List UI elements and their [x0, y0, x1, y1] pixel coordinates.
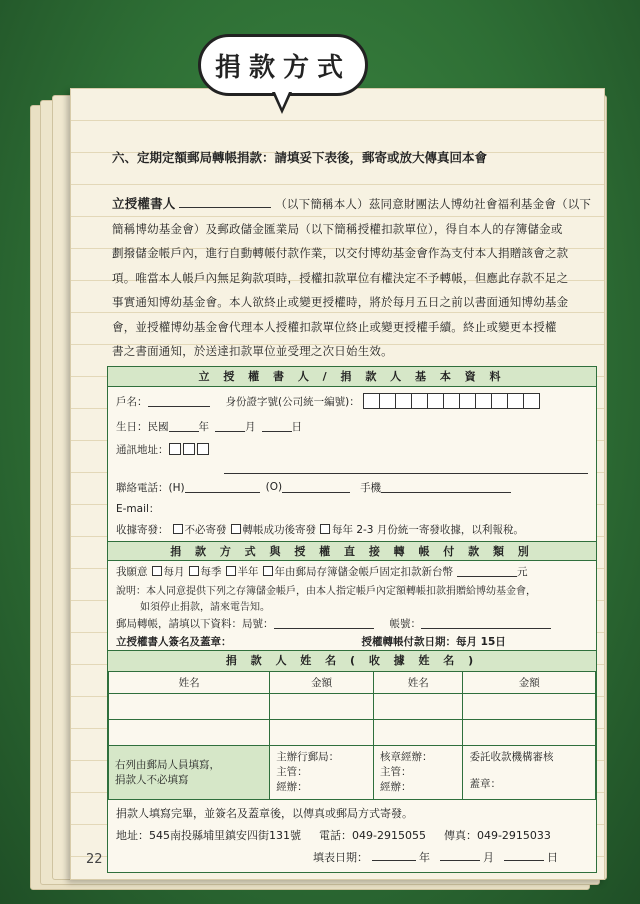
receipt-annual-label: 每年 2-3 月份統一寄發收據，以利報稅。 — [332, 523, 524, 536]
supervisor-label-2: 主管： — [380, 766, 412, 778]
donor-name-cell[interactable] — [109, 694, 270, 720]
fill-month-label: 月 — [483, 851, 494, 864]
postcode-box-1[interactable] — [169, 443, 181, 455]
name-field[interactable] — [148, 396, 210, 407]
column-header-name-2: 姓名 — [374, 672, 463, 694]
name-id-row — [108, 387, 596, 415]
post-office-label: 郵局轉帳，請填以下資料：局號： — [116, 617, 274, 630]
signature-field[interactable] — [232, 636, 362, 648]
postcode-box-3[interactable] — [197, 443, 209, 455]
yearly-label: 年由郵局存簿儲金帳戶固定扣款新台幣 — [274, 565, 453, 578]
signature-row — [108, 633, 596, 651]
donor-amount-cell[interactable] — [270, 720, 374, 746]
day-label: 日 — [291, 420, 302, 433]
address-row — [108, 437, 596, 461]
donor-name-table — [108, 671, 596, 800]
receipt-after-label: 轉帳成功後寄發 — [242, 523, 316, 536]
mobile-label: 手機 — [360, 481, 382, 494]
supervisor-label: 主管： — [276, 766, 308, 778]
donor-name-cell[interactable] — [374, 720, 463, 746]
receipt-none-label: 不必寄發 — [184, 523, 227, 536]
stamp-label: 蓋章： — [469, 778, 501, 790]
note-1: 說明：本人同意提供下列之存簿儲金帳戶，由本人指定帳戶內定額轉帳扣款捐贈給博幼基金會， — [116, 585, 536, 597]
account-label: 帳號： — [389, 617, 421, 630]
name-label: 戶名： — [116, 395, 148, 408]
intro-line-2: 簡稱博幼基金會）及郵政儲金匯業局（以下簡稱授權扣款單位），得自本人的存簿儲金或 — [112, 221, 563, 236]
receipt-annual-checkbox[interactable] — [320, 524, 330, 534]
table-header-row — [109, 672, 596, 694]
table-row — [109, 720, 596, 746]
column-header-amount-1: 金額 — [270, 672, 374, 694]
home-phone-field[interactable] — [185, 482, 260, 493]
amount-field[interactable] — [457, 566, 517, 577]
office-phone-field[interactable] — [282, 482, 350, 493]
intro-line-1: （以下簡稱本人）茲同意財團法人博幼社會福利基金會（以下 — [275, 197, 592, 211]
verifier-label: 核章經辦： — [380, 751, 433, 763]
fill-day-field[interactable] — [504, 850, 544, 861]
deduct-date-label: 授權轉帳付款日期：每月 15日 — [361, 636, 506, 648]
birthday-row — [108, 415, 596, 437]
section-heading: 六、定期定額郵局轉帳捐款：請填妥下表後，郵寄或放大傳真回本會 — [112, 150, 488, 165]
agency-review-label: 委託收款機構審核 — [469, 751, 554, 763]
post-office-use-row — [109, 746, 596, 800]
clerk-label-2: 經辦： — [380, 781, 412, 793]
postcode-box-2[interactable] — [183, 443, 195, 455]
signature-label: 立授權書人簽名及蓋章： — [116, 636, 232, 648]
submit-instruction: 捐款人填寫完畢，並簽名及蓋章後，以傳真或郵局方式寄發。 — [116, 807, 413, 820]
verification-cell — [374, 746, 463, 800]
phone-text: 電話：049-2915055 — [319, 829, 426, 842]
fill-year-field[interactable] — [372, 850, 416, 861]
monthly-checkbox[interactable] — [152, 566, 162, 576]
contact-row — [116, 825, 588, 847]
yuan-label: 元 — [517, 565, 528, 578]
speech-bubble-tail-inner — [275, 92, 289, 108]
payment-method-header: 捐 款 方 式 與 授 權 直 接 轉 帳 付 款 類 別 — [108, 541, 596, 561]
post-account-row — [108, 613, 596, 633]
intro-line-5: 事實通知博幼基金會。本人欲終止或變更授權時，將於每月五日之前以書面通知博幼基金 — [112, 295, 569, 309]
authorizer-name-field[interactable] — [179, 196, 271, 208]
quarterly-checkbox[interactable] — [189, 566, 199, 576]
authorization-paragraph — [112, 192, 597, 364]
receipt-none-checkbox[interactable] — [173, 524, 183, 534]
birthday-label: 生日：民國 — [116, 420, 169, 433]
donor-amount-cell[interactable] — [463, 694, 596, 720]
frequency-row — [108, 561, 596, 581]
receipt-after-checkbox[interactable] — [231, 524, 241, 534]
post-office-note-cell — [109, 746, 270, 800]
birth-year-field[interactable] — [169, 421, 199, 432]
donor-name-header: 捐 款 人 姓 名 ( 收 據 姓 名 ) — [108, 651, 596, 671]
month-label: 月 — [245, 420, 256, 433]
note-row-2 — [108, 597, 596, 613]
form-footer — [108, 800, 596, 872]
page-number: 22 — [86, 852, 103, 867]
fax-text: 傳真：049-2915033 — [443, 829, 551, 842]
quarterly-label: 每季 — [200, 565, 222, 578]
column-header-amount-2: 金額 — [463, 672, 596, 694]
phone-label: 聯絡電話：(H) — [116, 481, 185, 494]
fill-date-row — [116, 847, 588, 869]
monthly-label: 每月 — [163, 565, 185, 578]
half-year-checkbox[interactable] — [226, 566, 236, 576]
phone-row — [108, 475, 596, 499]
receipt-row — [108, 517, 596, 541]
birth-month-field[interactable] — [215, 421, 245, 432]
table-row — [109, 694, 596, 720]
birth-day-field[interactable] — [262, 421, 292, 432]
fill-day-label: 日 — [547, 851, 558, 864]
intro-line-7: 書之書面通知，於送達扣款單位並受理之次日始生效。 — [112, 344, 393, 358]
year-label: 年 — [198, 420, 209, 433]
office-phone-label: (O) — [265, 481, 283, 493]
id-label: 身份證字號(公司統一編號)： — [225, 395, 360, 408]
donor-name-cell[interactable] — [109, 720, 270, 746]
intro-line-3: 劃撥儲金帳戶內，進行自動轉帳付款作業，以交付博幼基金會作為支付本人捐贈該會之款 — [112, 246, 569, 260]
email-row — [108, 499, 596, 517]
address-field[interactable] — [224, 463, 588, 474]
post-office-note-2: 捐款人不必填寫 — [115, 773, 189, 786]
willing-label: 我願意 — [116, 565, 148, 578]
address-text: 地址：545南投縣埔里鎮安四街131號 — [116, 829, 301, 842]
donation-form — [107, 366, 597, 873]
agency-review-cell — [463, 746, 596, 800]
address-line-row — [108, 461, 596, 475]
yearly-checkbox[interactable] — [263, 566, 273, 576]
post-office-note-1: 右列由郵局人員填寫， — [115, 758, 220, 771]
account-number-field[interactable] — [421, 618, 551, 629]
address-label: 通訊地址： — [116, 443, 169, 456]
note-2: 如須停止捐款，請來電告知。 — [140, 601, 270, 613]
donor-amount-cell[interactable] — [463, 720, 596, 746]
fill-month-field[interactable] — [440, 850, 480, 861]
id-number-boxes[interactable] — [364, 393, 540, 409]
donor-amount-cell[interactable] — [270, 694, 374, 720]
handling-office-cell — [270, 746, 374, 800]
fill-date-label: 填表日期： — [313, 851, 368, 864]
note-row-1 — [108, 581, 596, 597]
authorizer-label: 立授權書人 — [112, 196, 176, 211]
mobile-field[interactable] — [381, 482, 511, 493]
intro-line-4: 項。唯當本人帳戶內無足夠款項時，授權扣款單位有權決定不予轉帳，但應此存款不足之 — [112, 270, 569, 285]
page-title: 捐款方式 — [198, 34, 368, 96]
receipt-label: 收據寄發： — [116, 523, 169, 536]
donor-name-cell[interactable] — [374, 694, 463, 720]
email-label: E-mail： — [116, 502, 160, 515]
intro-line-6: 會，並授權博幼基金會代理本人授權扣款單位終止或變更授權手續。終止或變更本授權 — [112, 319, 557, 334]
clerk-label: 經辦： — [276, 781, 308, 793]
handling-office-label: 主辦行郵局： — [276, 751, 340, 763]
fill-year-label: 年 — [419, 851, 430, 864]
basic-info-header: 立 授 權 書 人 / 捐 款 人 基 本 資 料 — [108, 367, 596, 387]
post-office-number-field[interactable] — [274, 618, 374, 629]
column-header-name-1: 姓名 — [109, 672, 270, 694]
half-year-label: 半年 — [237, 565, 259, 578]
